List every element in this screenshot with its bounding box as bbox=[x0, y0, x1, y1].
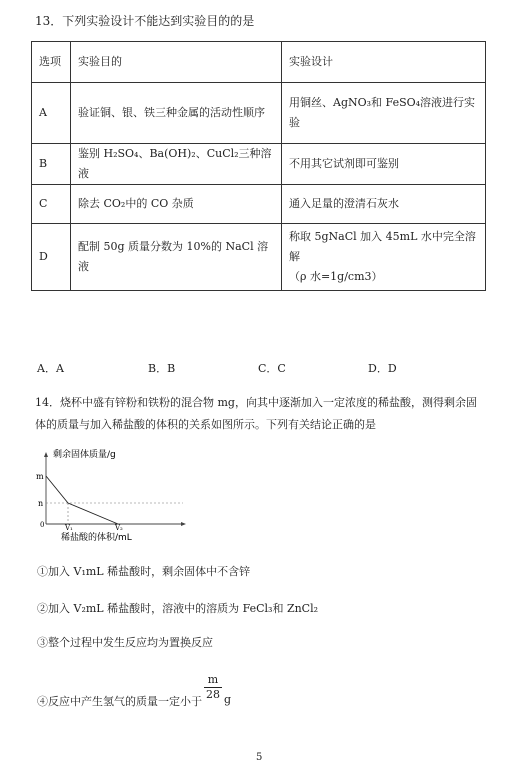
chart-xtick-v1: V₁ bbox=[65, 524, 73, 532]
question-14-stem-line2: 体的质量与加入稀盐酸的体积的关系如图所示。下列有关结论正确的是 bbox=[35, 418, 376, 431]
chart-ytick-m: m bbox=[36, 472, 44, 481]
question-13-title: 13．下列实验设计不能达到实验目的的是 bbox=[35, 14, 255, 28]
table-row bbox=[32, 185, 486, 224]
row-design: 通入足量的澄清石灰水 bbox=[282, 185, 486, 224]
header-design: 实验设计 bbox=[282, 42, 486, 83]
row-goal: 除去 CO₂中的 CO 杂质 bbox=[71, 185, 282, 224]
row-design-line2: （ρ 水=1g/cm3） bbox=[289, 270, 383, 283]
statement-1: ①加入 V₁mL 稀盐酸时，剩余固体中不含锌 bbox=[37, 565, 251, 578]
statement-3: ③整个过程中发生反应均为置换反应 bbox=[37, 636, 213, 649]
statement-2: ②加入 V₂mL 稀盐酸时，溶液中的溶质为 FeCl₃和 ZnCl₂ bbox=[37, 602, 319, 615]
table-row bbox=[32, 83, 486, 144]
table-row bbox=[32, 224, 486, 291]
chart-series-line bbox=[46, 476, 118, 524]
header-option: 选项 bbox=[32, 42, 71, 83]
row-goal: 配制 50g 质量分数为 10%的 NaCl 溶液 bbox=[71, 224, 282, 291]
page-number: 5 bbox=[256, 752, 263, 763]
row-goal: 验证铜、银、铁三种金属的活动性顺序 bbox=[71, 83, 282, 144]
row-option: C bbox=[32, 185, 71, 224]
row-design: 不用其它试剂即可鉴别 bbox=[282, 144, 486, 185]
fraction-numerator: m bbox=[204, 673, 222, 688]
row-design-line1: 称取 5gNaCl 加入 45mL 水中完全溶解 bbox=[289, 230, 476, 263]
chart-ylabel: 剩余固体质量/g bbox=[53, 450, 116, 460]
option-d[interactable]: D．D bbox=[368, 362, 397, 375]
mass-volume-chart bbox=[33, 445, 193, 545]
row-goal: 鉴别 H₂SO₄、Ba(OH)₂、CuCl₂三种溶液 bbox=[71, 144, 282, 185]
table-row bbox=[32, 144, 486, 185]
question-14-stem-line1: 14．烧杯中盛有锌粉和铁粉的混合物 mg，向其中逐渐加入一定浓度的稀盐酸，测得剩余固 bbox=[35, 396, 477, 409]
header-goal: 实验目的 bbox=[71, 42, 282, 83]
option-a[interactable]: A．A bbox=[37, 362, 64, 375]
fraction-denominator: 28 bbox=[206, 688, 220, 701]
row-option: A bbox=[32, 83, 71, 144]
fraction-unit: g bbox=[224, 693, 232, 706]
table-header-row bbox=[32, 42, 486, 83]
chart-xlabel: 稀盐酸的体积/mL bbox=[61, 533, 132, 543]
option-c[interactable]: C．C bbox=[258, 362, 286, 375]
q13-table bbox=[31, 41, 486, 291]
fraction-m-over-28 bbox=[204, 673, 222, 702]
option-b[interactable]: B．B bbox=[148, 362, 176, 375]
statement-4 bbox=[37, 693, 202, 709]
row-option: D bbox=[32, 224, 71, 291]
chart-y-arrow bbox=[44, 452, 48, 457]
row-design bbox=[282, 224, 486, 291]
chart-xtick-0: 0 bbox=[40, 521, 45, 529]
row-option: B bbox=[32, 144, 71, 185]
chart-xtick-v2: V₂ bbox=[115, 524, 123, 532]
chart-ytick-n: n bbox=[38, 499, 44, 508]
statement-4-prefix: ④反应中产生氢气的质量一定小于 bbox=[37, 695, 202, 708]
row-design: 用铜丝、AgNO₃和 FeSO₄溶液进行实验 bbox=[282, 83, 486, 144]
chart-x-arrow bbox=[181, 522, 186, 526]
